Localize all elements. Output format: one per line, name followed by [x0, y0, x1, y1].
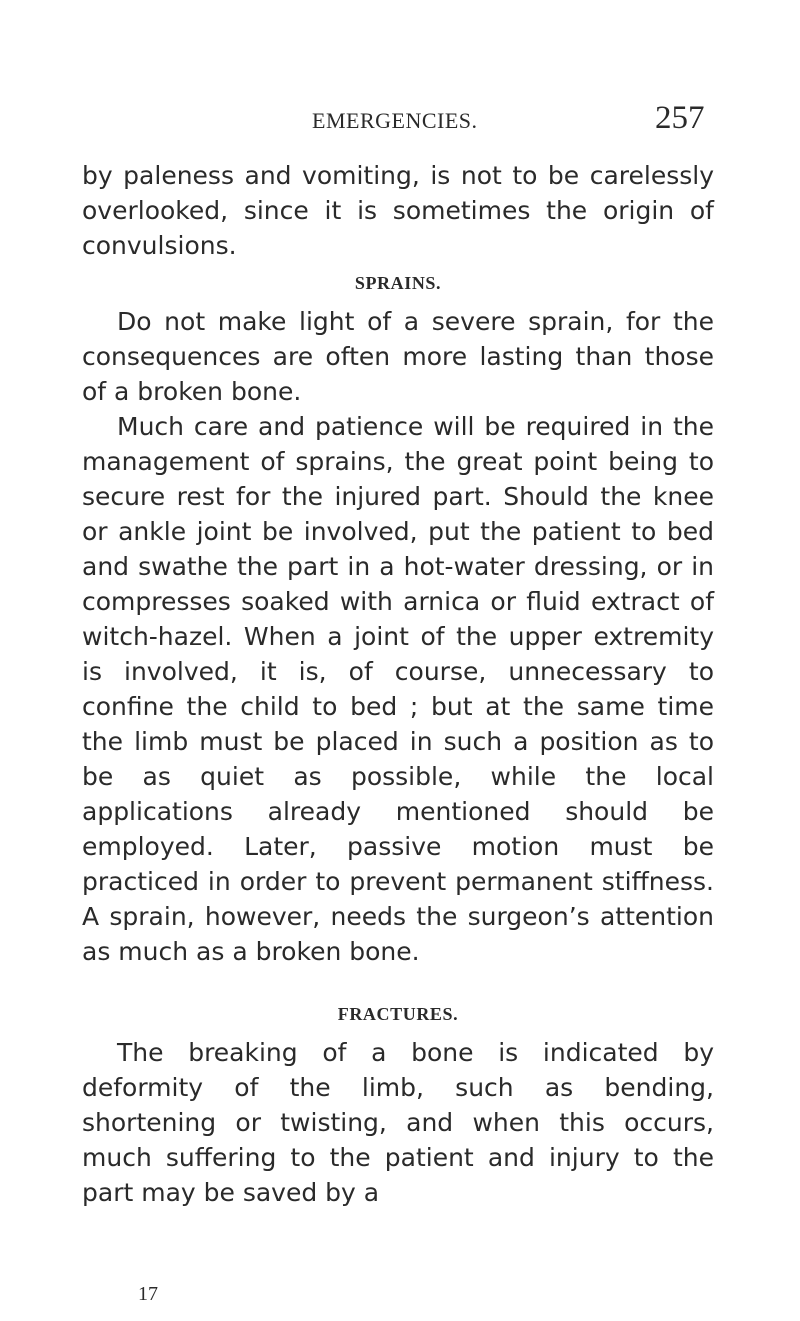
- paragraph-continuation: by paleness and vomiting, is not to be carelessly overlooked, since it is sometimes the origin of convulsions.: [82, 161, 714, 260]
- paragraph-sprain-warning: Do not make light of a severe sprain, for the consequences are often more lasting than those of a broken bone.: [82, 307, 714, 406]
- signature-mark: 17: [138, 1283, 158, 1305]
- paragraph-sprain-management: Much care and patience will be required in the management of sprains, the great point being to secure rest for the injured part. Should the knee or ankle joint be involved, put the patient to bed and swathe the part in a hot-water dressing, or in compresses soaked with arnica or fluid extract of witch-hazel. When a joint of the upper extremity is involved, it is, of course, unnecessary to confine the child to bed ; but at the same time the limb must be placed in such a position as to be as quiet as possible, while the local applications already mentioned should be employed. Later, passive motion must be practiced in order to prevent permanent stiffness. A sprain, however, needs the surgeon’s attention as much as a broken bone.: [82, 412, 714, 966]
- running-head: EMERGENCIES.: [312, 108, 478, 133]
- body-text: [82, 158, 714, 1210]
- page-number: 257: [655, 100, 705, 136]
- section-heading-fractures: FRACTURES.: [337, 1004, 459, 1024]
- page-header: [0, 100, 800, 144]
- paragraph-fractures: The breaking of a bone is indicated by deformity of the limb, such as bending, shortening or twisting, and when this occurs, much suffering to the patient and injury to the part may be saved by a: [82, 1038, 714, 1207]
- section-heading-sprains: SPRAINS.: [354, 273, 442, 293]
